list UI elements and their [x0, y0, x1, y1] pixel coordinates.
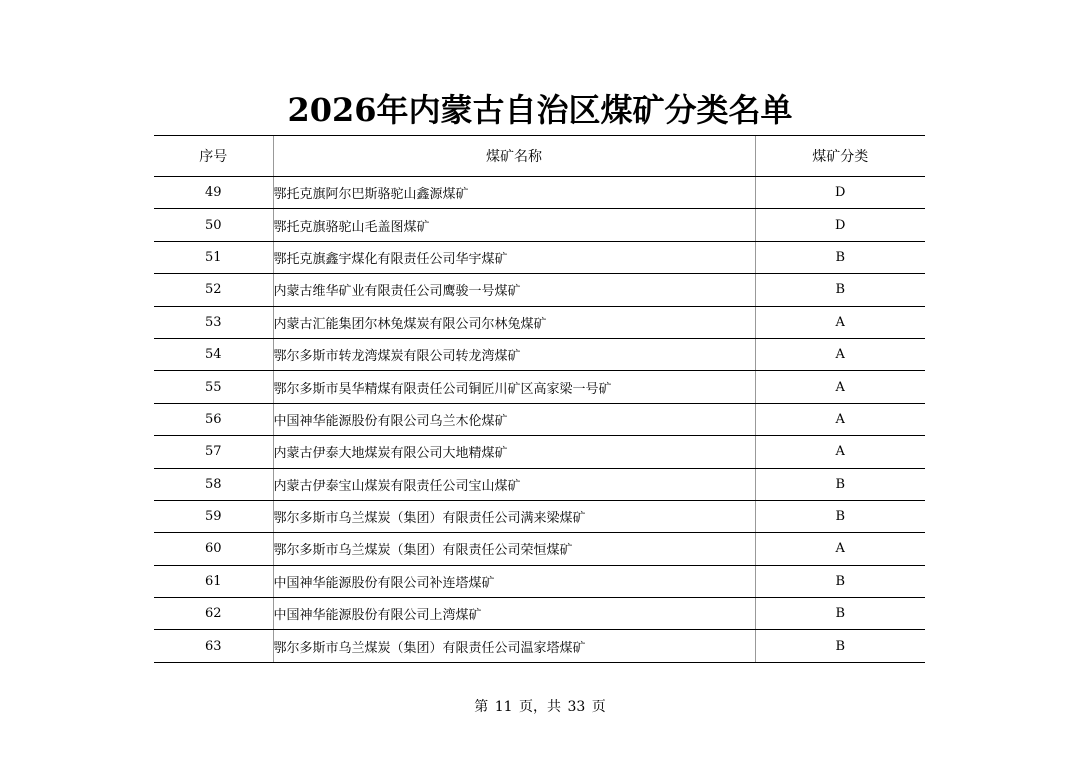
row-number: 52	[154, 274, 273, 306]
mine-name: 中国神华能源股份有限公司乌兰木伦煤矿	[273, 403, 755, 435]
mine-class: B	[755, 630, 925, 662]
row-number: 56	[154, 403, 273, 435]
mine-class: D	[755, 177, 925, 209]
table-row	[154, 468, 925, 500]
mine-class: B	[755, 274, 925, 306]
table-row	[154, 436, 925, 468]
mine-class: D	[755, 209, 925, 241]
mine-name: 鄂托克旗阿尔巴斯骆驼山鑫源煤矿	[273, 177, 755, 209]
mine-class: A	[755, 436, 925, 468]
table-row	[154, 177, 925, 209]
mine-name: 鄂托克旗鑫宇煤化有限责任公司华宇煤矿	[273, 241, 755, 273]
mine-class: B	[755, 565, 925, 597]
mine-class: A	[755, 403, 925, 435]
table-row	[154, 630, 925, 662]
mine-name: 鄂尔多斯市乌兰煤炭（集团）有限责任公司温家塔煤矿	[273, 630, 755, 662]
table-row	[154, 403, 925, 435]
table-row	[154, 274, 925, 306]
mine-class: B	[755, 468, 925, 500]
mine-class: A	[755, 371, 925, 403]
row-number: 60	[154, 533, 273, 565]
row-number: 49	[154, 177, 273, 209]
table-header-row	[154, 136, 925, 177]
row-number: 58	[154, 468, 273, 500]
mine-class: A	[755, 338, 925, 370]
header-mine-class: 煤矿分类	[755, 136, 925, 177]
table-row	[154, 209, 925, 241]
mine-name: 中国神华能源股份有限公司上湾煤矿	[273, 598, 755, 630]
row-number: 59	[154, 500, 273, 532]
mine-class: A	[755, 533, 925, 565]
row-number: 62	[154, 598, 273, 630]
header-seq: 序号	[154, 136, 273, 177]
table-row	[154, 306, 925, 338]
page-title: 2026年内蒙古自治区煤矿分类名单	[287, 91, 793, 129]
row-number: 57	[154, 436, 273, 468]
row-number: 63	[154, 630, 273, 662]
mine-name: 内蒙古伊泰宝山煤炭有限责任公司宝山煤矿	[273, 468, 755, 500]
mine-name: 鄂尔多斯市转龙湾煤炭有限公司转龙湾煤矿	[273, 338, 755, 370]
table-row	[154, 241, 925, 273]
coal-mine-table	[154, 135, 925, 663]
header-mine-name: 煤矿名称	[273, 136, 755, 177]
row-number: 55	[154, 371, 273, 403]
mine-class: B	[755, 500, 925, 532]
mine-name: 鄂尔多斯市昊华精煤有限责任公司铜匠川矿区高家梁一号矿	[273, 371, 755, 403]
table-row	[154, 500, 925, 532]
row-number: 50	[154, 209, 273, 241]
row-number: 61	[154, 565, 273, 597]
table-row	[154, 371, 925, 403]
mine-name: 内蒙古汇能集团尔林兔煤炭有限公司尔林兔煤矿	[273, 306, 755, 338]
mine-name: 鄂尔多斯市乌兰煤炭（集团）有限责任公司满来梁煤矿	[273, 500, 755, 532]
mine-name: 内蒙古伊泰大地煤炭有限公司大地精煤矿	[273, 436, 755, 468]
row-number: 51	[154, 241, 273, 273]
page-footer: 第 11 页，共 33 页	[474, 699, 606, 715]
mine-name: 鄂托克旗骆驼山毛盖图煤矿	[273, 209, 755, 241]
table-row	[154, 565, 925, 597]
mine-name: 中国神华能源股份有限公司补连塔煤矿	[273, 565, 755, 597]
row-number: 54	[154, 338, 273, 370]
mine-class: B	[755, 241, 925, 273]
table-row	[154, 338, 925, 370]
row-number: 53	[154, 306, 273, 338]
table-row	[154, 533, 925, 565]
mine-class: B	[755, 598, 925, 630]
mine-name: 内蒙古维华矿业有限责任公司鹰骏一号煤矿	[273, 274, 755, 306]
mine-name: 鄂尔多斯市乌兰煤炭（集团）有限责任公司荣恒煤矿	[273, 533, 755, 565]
mine-class: A	[755, 306, 925, 338]
table-row	[154, 598, 925, 630]
